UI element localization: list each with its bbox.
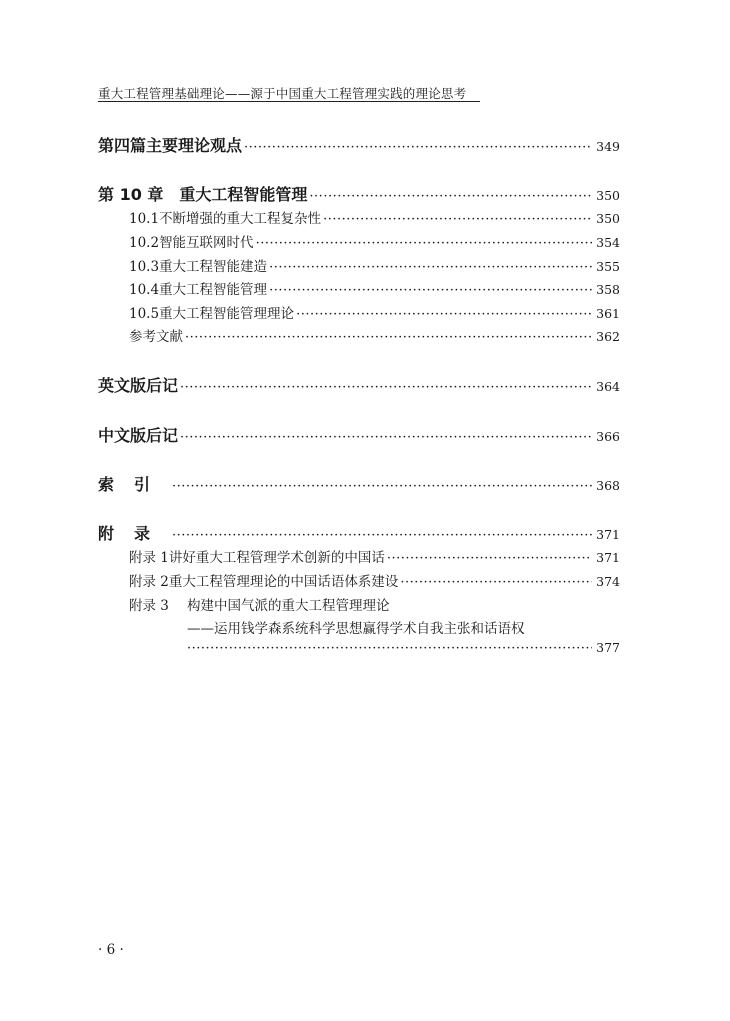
toc-entry-appendix-3-page[interactable]	[187, 640, 620, 656]
header-rule	[98, 101, 480, 102]
toc-page: 361	[596, 306, 620, 321]
toc-entry-part4[interactable]	[98, 133, 620, 156]
toc-entry-section-10-4[interactable]	[129, 278, 620, 298]
toc-entry-appendix[interactable]	[98, 521, 620, 544]
toc-page: 368	[596, 478, 620, 493]
section-number: 10.4	[129, 282, 160, 298]
toc-entry-chinese-postscript[interactable]	[98, 423, 620, 446]
dot-leader	[387, 551, 592, 566]
toc-page: 377	[596, 640, 620, 655]
dot-leader	[187, 641, 592, 656]
toc-entry-section-10-3[interactable]	[129, 255, 620, 275]
toc-page: 350	[596, 188, 620, 203]
toc-page: 366	[596, 429, 620, 444]
appendix-number: 附录 3	[129, 598, 169, 614]
dot-leader	[172, 479, 592, 494]
section-title: 智能互联网时代	[159, 235, 254, 251]
toc-entry-english-postscript[interactable]	[98, 373, 620, 396]
toc-entry-section-10-2[interactable]	[129, 231, 620, 251]
section-title: 不断增强的重大工程复杂性	[159, 211, 322, 227]
toc-entry-index[interactable]	[98, 472, 620, 495]
toc-entry-section-10-1[interactable]	[129, 207, 620, 227]
appendix-title: 重大工程管理理论的中国话语体系建设	[168, 574, 399, 590]
toc-title: 英文版后记	[98, 376, 179, 395]
dot-leader	[269, 260, 592, 275]
toc-entry-chapter10[interactable]	[98, 182, 620, 205]
appendix-title: 讲好重大工程管理学术创新的中国话	[168, 550, 385, 566]
section-number: 10.2	[129, 235, 160, 251]
dot-leader	[323, 212, 592, 227]
dot-leader	[400, 575, 592, 590]
toc-entry-section-10-5[interactable]	[129, 302, 620, 322]
section-title: 重大工程智能管理	[159, 282, 268, 298]
section-number: 10.3	[129, 259, 160, 275]
dot-leader	[244, 140, 592, 155]
dot-leader	[180, 380, 592, 395]
dot-leader	[185, 330, 592, 345]
appendix-number: 附录 2	[129, 574, 169, 590]
toc-page: 371	[596, 527, 620, 542]
dot-leader	[256, 236, 593, 251]
toc-page: 355	[596, 259, 620, 274]
toc-title: 中文版后记	[98, 426, 179, 445]
section-title: 参考文献	[129, 329, 183, 345]
toc-page: 374	[596, 574, 620, 589]
section-number: 10.1	[129, 211, 160, 227]
toc-entry-appendix-2[interactable]	[129, 570, 620, 590]
toc-page: 354	[596, 235, 620, 250]
toc-page: 358	[596, 282, 620, 297]
toc-title: 第四篇主要理论观点	[98, 136, 243, 155]
toc-page: 362	[596, 329, 620, 344]
appendix-number: 附录 1	[129, 550, 169, 566]
toc-entry-appendix-1[interactable]	[129, 546, 620, 566]
dot-leader	[296, 307, 592, 322]
toc-entry-appendix-3[interactable]	[129, 594, 620, 614]
dot-leader	[309, 189, 592, 204]
section-title: 重大工程智能管理理论	[159, 306, 295, 322]
dot-leader	[269, 283, 592, 298]
toc-title: 附录	[98, 524, 171, 543]
running-header: 重大工程管理基础理论——源于中国重大工程管理实践的理论思考	[98, 86, 467, 101]
toc-entry-references[interactable]	[129, 325, 620, 345]
toc-title: 索引	[98, 475, 171, 494]
toc-title: 第 10 章 重大工程智能管理	[98, 185, 308, 204]
dot-leader	[172, 528, 592, 543]
toc-page: 364	[596, 379, 620, 394]
dot-leader	[180, 430, 592, 445]
toc-page: 371	[596, 550, 620, 565]
toc-page: 349	[596, 139, 620, 154]
page-number-footer: · 6 ·	[98, 942, 124, 958]
section-number: 10.5	[129, 306, 160, 322]
appendix-title: 构建中国气派的重大工程管理理论	[187, 598, 390, 614]
appendix-3-subtitle: ——运用钱学森系统科学思想赢得学术自我主张和话语权	[187, 621, 525, 637]
section-title: 重大工程智能建造	[159, 259, 268, 275]
toc-page: 350	[596, 211, 620, 226]
